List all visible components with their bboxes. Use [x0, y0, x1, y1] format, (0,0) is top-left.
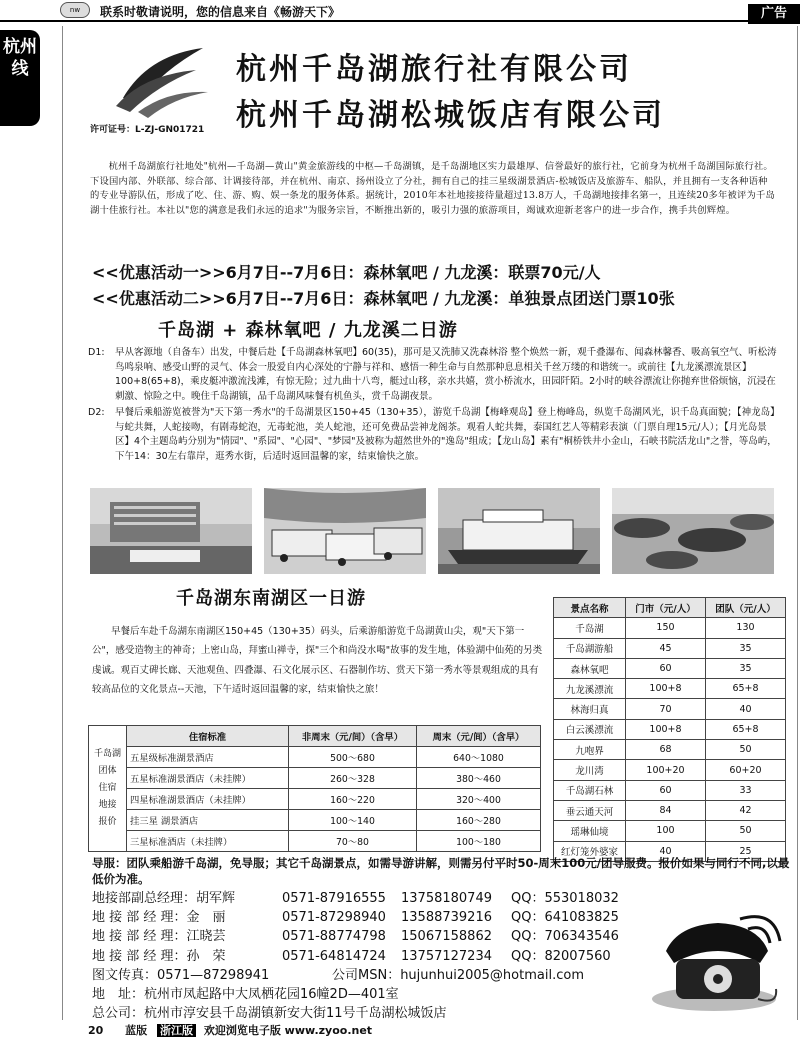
buses-photo: [264, 488, 426, 574]
table-row: 红灯笼外婆家 40 25: [554, 841, 786, 861]
table-row: 九咆界 68 50: [554, 740, 786, 760]
ad-tag: 广告: [748, 4, 800, 24]
hotel-price-table: [88, 725, 541, 852]
contact-row: 地 接 部 经 理：孙 荣 0571-64814724 13757127234 QQ：82007560: [92, 948, 611, 964]
day1-itinerary: [88, 346, 778, 404]
company-msn: 公司MSN：hujunhui2005@hotmail.com: [332, 967, 584, 983]
table-row: 瑶琳仙境 100 50: [554, 821, 786, 841]
website-slogan: 欢迎浏览电子版 www.zyoo.net: [203, 1024, 373, 1037]
company-name-1: 杭州千岛湖旅行社有限公司: [236, 52, 632, 87]
promo-1: <<优惠活动一>>6月7日--7月6日：森林氧吧 / 九龙溪：联票70元/人: [92, 263, 601, 282]
page-number: 20: [88, 1024, 104, 1037]
table-row: 千岛湖游船 45 35: [554, 638, 786, 658]
scenic-header-name: 景点名称: [554, 598, 626, 618]
table-row: 九龙溪漂流 100+8 65+8: [554, 679, 786, 699]
guide-fee-note: 导服：团队乘船游千岛湖，免导服；其它千岛湖景点，如需导游讲解，则需另付平时50-周末100元/团导服费。报价如果与同行不同,以最低价为准。: [92, 856, 790, 886]
lake-islands-photo: [612, 488, 774, 574]
hotel-side-label: 千岛湖 团体 住宿 地接 报价: [89, 726, 127, 852]
branch-address: 地 址：杭州市凤起路中大凤栖花园16幢2D—401室: [92, 987, 399, 1003]
table-row: 挂三星 湖景酒店 100～140 160～280: [89, 810, 541, 831]
intro-paragraph: 杭州千岛湖旅行社地处"杭州—千岛湖—黄山"黄金旅游线的中枢—千岛湖镇，是千岛湖地区实力最雄厚、信誉最好的旅行社，它前身为杭州千岛湖国际旅行社。下设国内部、外联部、综合部、计调接待部，并在杭州、南京、扬州设立了分社，拥有自己的挂三星级湖景酒店-松城饭店及旅游车、船队，并且拥有一支各种语种的专业导游队伍，形成了吃、住、游、购、娱一条龙的服务体系。据统计，2010年本社地接接待量超过13.8万人，千岛湖地接排名第一，且连续20多年被评为千岛湖十佳旅行社。本社以"您的满意是我们永远的追求"为服务宗旨，不断推出新的，吸引力强的旅游项目，竭诚欢迎新老客户的进一步合作，携手共创辉煌。: [90, 161, 775, 216]
fax-row: [92, 966, 701, 985]
tour2-description: 早餐后车赴千岛湖东南湖区150+45（130+35）码头，后乘游船游览千岛湖黄山尖，观"天下第一公"，感受造物主的神奇；上密山岛，拜蜜山禅寺，探"三个和尚没水喝"故事的发生地，体验湖中仙苑的另类虔诚。观百丈碑长廊、天池观鱼、四叠瀑、石文化展示区、石器制作坊、赏天下第一秀水等景观组成的具有较高品位的文化景点--天池，下午适时返回温馨的家，结束愉快之旅！: [92, 626, 543, 696]
table-row: 三星标准酒店（未挂牌） 70～80 100～180: [89, 831, 541, 852]
region-badge: 浙江版: [157, 1024, 196, 1037]
table-row: 千岛湖 150 130: [554, 618, 786, 638]
tour1-title: 千岛湖 + 森林氧吧 / 九龙溪二日游: [158, 320, 458, 341]
hotel-header-weekend: 周末（元/间）（含早）: [417, 726, 541, 747]
day2-itinerary: [88, 406, 778, 464]
table-row: 森林氧吧 60 35: [554, 658, 786, 678]
contact-row: 地 接 部 经 理：金 丽 0571-87298940 13588739216 QQ：641083825: [92, 910, 619, 926]
table-row: 千岛湖石林 60 33: [554, 780, 786, 800]
scenic-price-table: [553, 597, 786, 862]
tour2-title: 千岛湖东南湖区一日游: [176, 588, 366, 609]
license-number: 许可证号：L-ZJ-GN01721: [90, 125, 205, 135]
fax-number: 图文传真：0571—87298941: [92, 967, 270, 983]
table-row: 林海归真 70 40: [554, 699, 786, 719]
magazine-logo: nw: [60, 2, 90, 18]
hotel-photo: [90, 488, 252, 574]
table-row: 垂云通天河 84 42: [554, 800, 786, 820]
hotel-header-weekday: 非周末（元/间）（含早）: [289, 726, 417, 747]
scenic-header-group: 团队（元/人）: [706, 598, 786, 618]
day1-tag: D1:: [88, 347, 105, 358]
telephone-icon: [648, 905, 786, 1015]
day1-text: 早从客源地（自备车）出发，中餐后赴【千岛湖森林氧吧】60(35)，那可是又洗肺又洗森林浴 整个焕然一新，观千叠瀑布、闻森林馨香、吸高氧空气、听松涛鸟鸣泉响、感受山野的灵气、体会一股爱自内心深处的宁静与祥和、感悟一种生命与自然那种息息相关千丝万缕的和谐统一。或前往【九龙溪漂流景区】100+8(65+8)，乘皮艇冲激流浅滩，有惊无险；过九曲十八弯，艇过山移，亲水共嬉，赏小桥流水，田园阡陌。2小时的峡谷漂流让你抛弃世俗烦恼，沉浸在刺激、惊险之中。晚住千岛湖镇，品千岛湖风味餐有机鱼头，赏千岛湖夜景。: [115, 347, 777, 402]
table-row: 白云溪漂流 100+8 65+8: [554, 719, 786, 739]
company-name-2: 杭州千岛湖松城饭店有限公司: [236, 98, 665, 133]
day2-tag: D2:: [88, 407, 105, 418]
table-row: 五星级标准湖景酒店 500～680 640～1080: [89, 747, 541, 768]
top-notice: 联系时敬请说明，您的信息来自《畅游天下》: [100, 5, 341, 19]
side-tab: 杭州线: [0, 30, 40, 126]
day2-text: 早餐后乘船游览被誉为"天下第一秀水"的千岛湖景区150+45（130+35），游览千岛湖【梅峰观岛】登上梅峰岛，纵览千岛湖风光，识千岛真面貌；【神龙岛】与蛇共舞，人蛇接吻，有剧毒蛇泡，无毒蛇池，美人蛇池，还可免费品尝神龙阁茶。观看人蛇共舞，泰国红艺人等精彩表演（门票自理15元/人）；【月光岛景区】4个主题岛屿分别为"情园"、"系园"、"心园"、"梦园"及被称为超然世外的"逸岛"组成；【龙山岛】素有"桐桥铁井小金山，石峡书院活龙山"之誉，等岛屿，下午14：30左右靠岸，逛秀水街，后适时返回温馨的家，结束愉快之旅。: [115, 407, 777, 462]
edition-label: 蓝版: [125, 1024, 148, 1037]
top-bar: [0, 0, 800, 22]
promo-2: <<优惠活动二>>6月7日--7月6日：森林氧吧 / 九龙溪：单独景点团送门票10张: [92, 289, 675, 308]
cruise-ship-photo: [438, 488, 600, 574]
footer: [88, 1022, 372, 1038]
head-office-address: 总公司：杭州市淳安县千岛湖镇新安大街11号千岛湖松城饭店: [92, 1006, 447, 1022]
contact-row: 地 接 部 经 理：江晓芸 0571-88774798 15067158862 QQ：706343546: [92, 929, 619, 945]
scenic-header-retail: 门市（元/人）: [626, 598, 706, 618]
contact-row: 地接部副总经理：胡军辉 0571-87916555 13758180749 QQ：553018032: [92, 891, 619, 906]
table-row: 龙川湾 100+20 60+20: [554, 760, 786, 780]
hotel-header-standard: 住宿标准: [127, 726, 289, 747]
table-row: 五星标准湖景酒店（未挂牌） 260～328 380～460: [89, 768, 541, 789]
contact-list: [92, 889, 701, 1023]
table-row: 四星标准湖景酒店（未挂牌） 160～220 320～400: [89, 789, 541, 810]
company-logo: [108, 40, 218, 120]
